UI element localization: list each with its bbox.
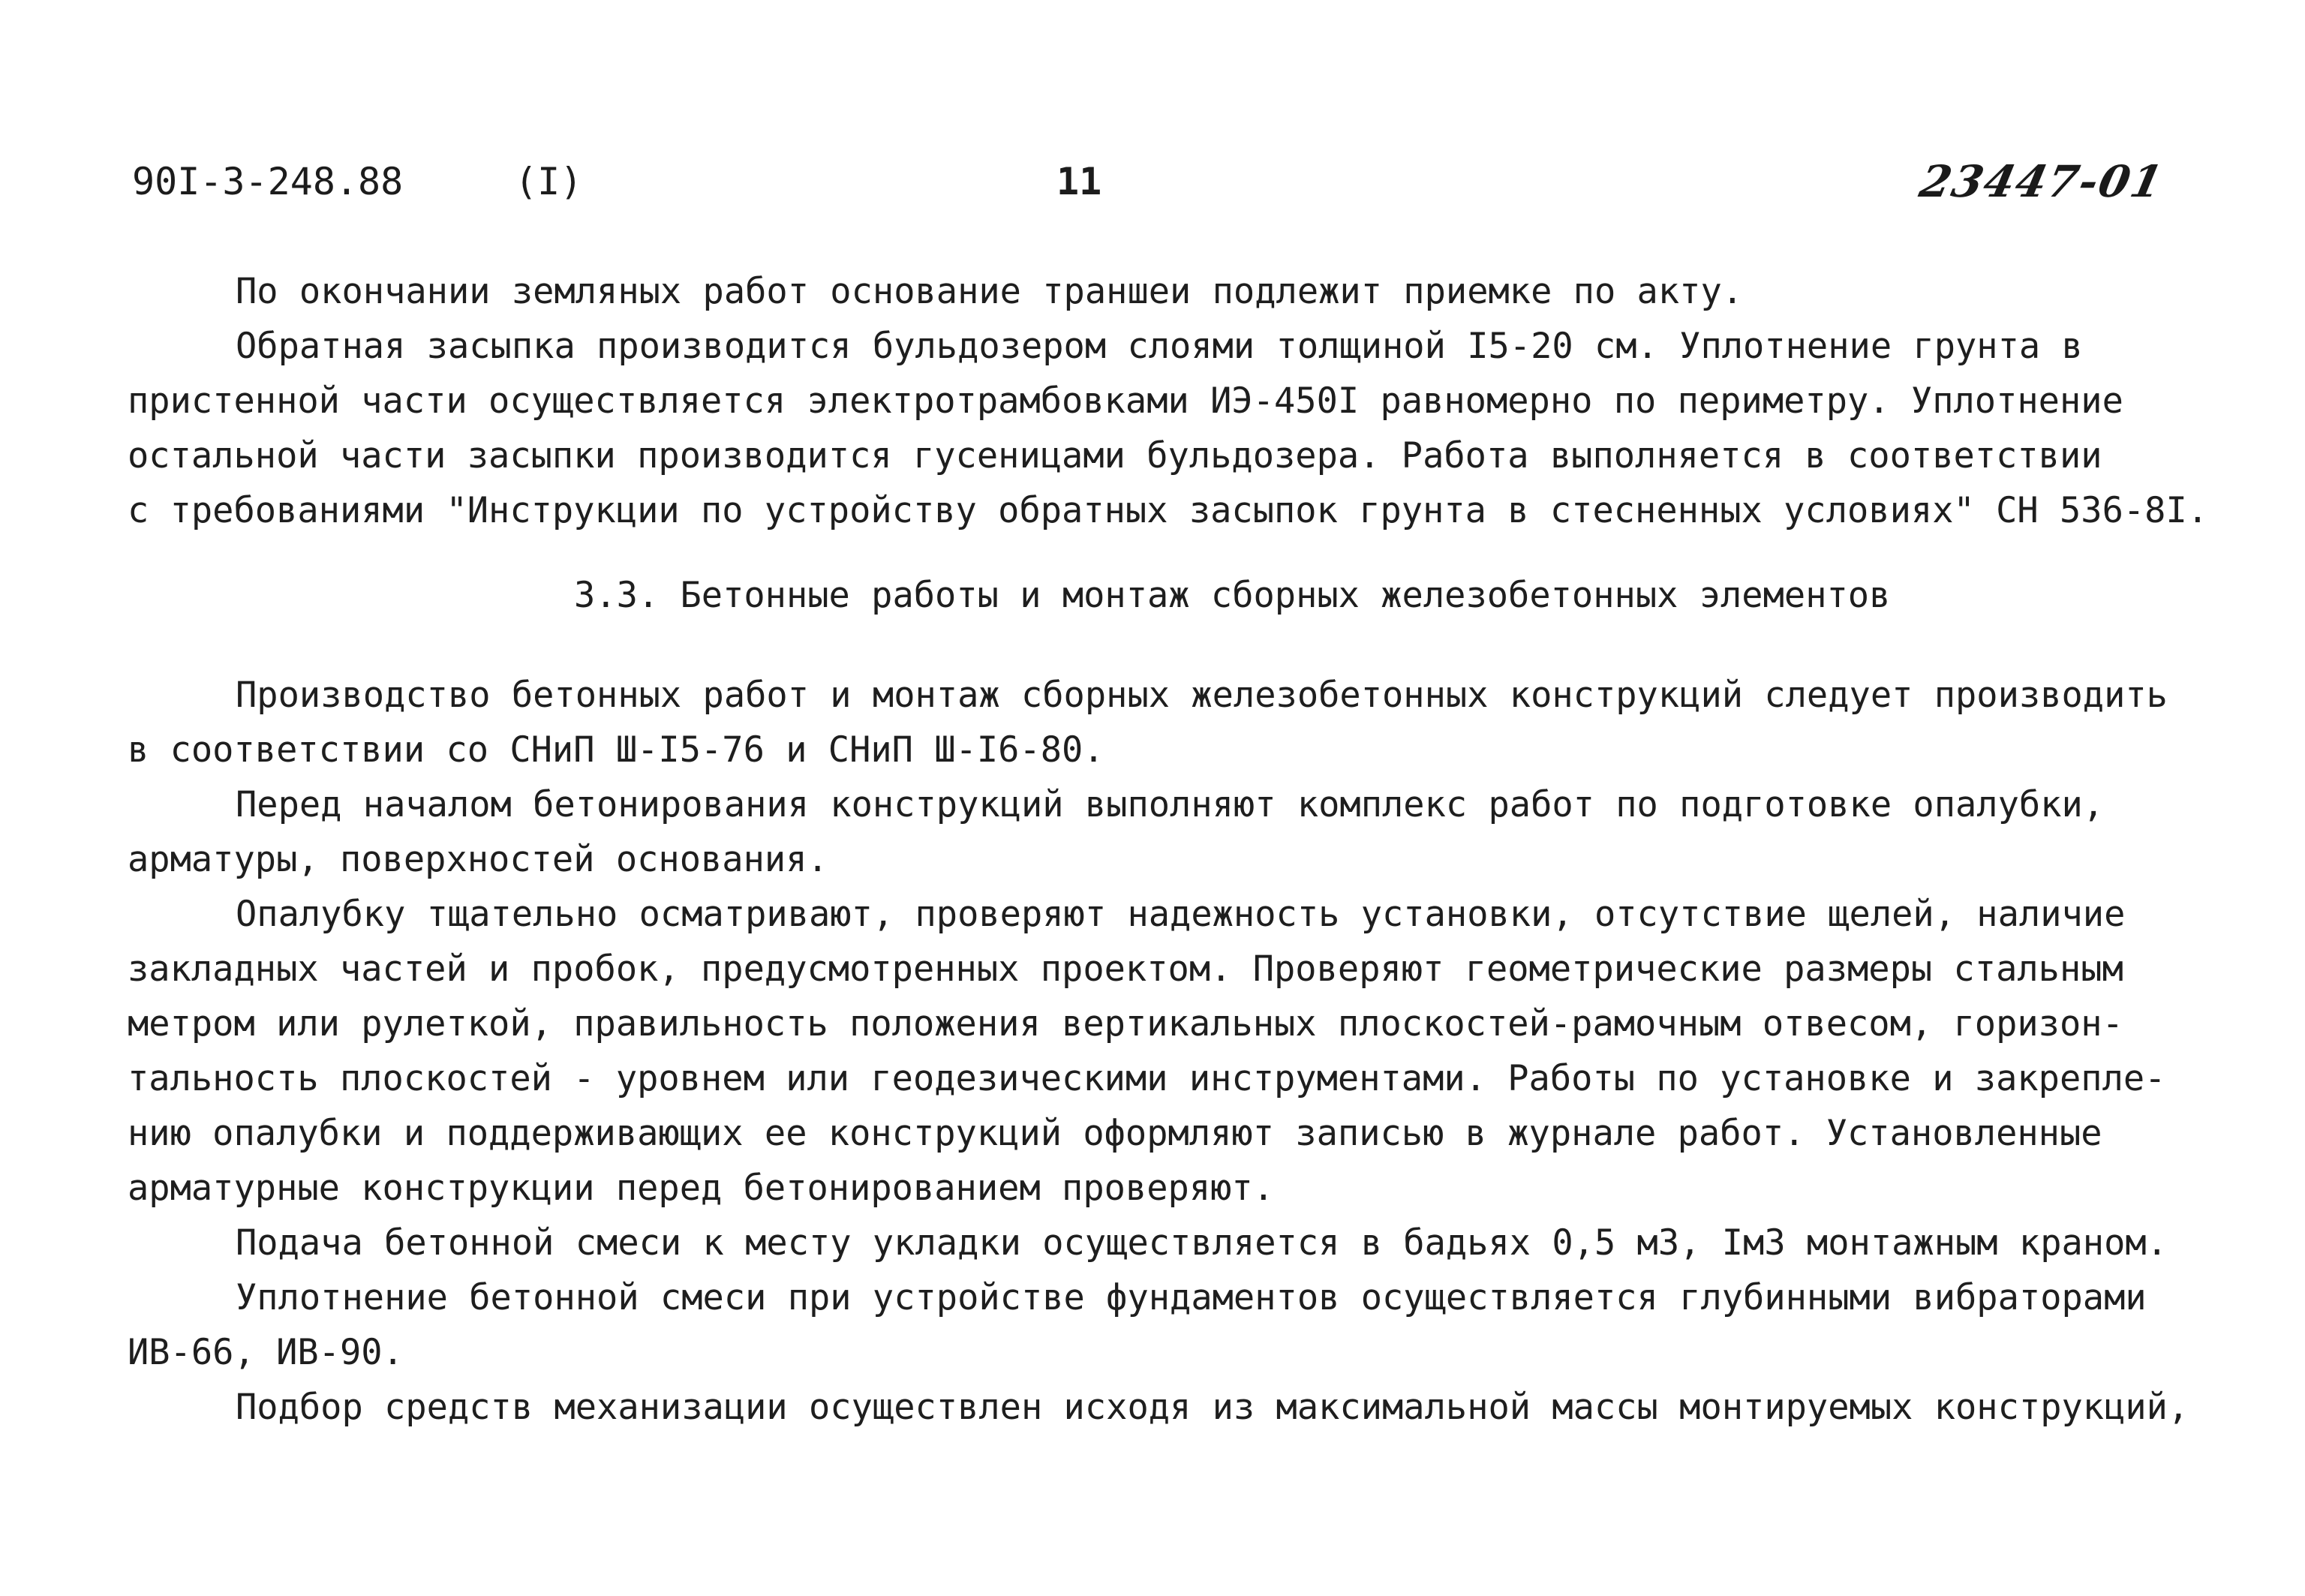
handwritten-registration-number: 23447-01 [1915, 156, 2168, 207]
text-line: Уплотнение бетонной смеси при устройстве фундаментов осуществляется глубинными вибраторами [236, 1277, 2147, 1318]
text-line: Опалубку тщательно осматривают, проверяют надежность установки, отсутствие щелей, наличие [236, 894, 2126, 935]
text-line: Обратная засыпка производится бульдозером слоями толщиной I5-20 см. Уплотнение грунта в [236, 326, 2083, 367]
text-line: с требованиями "Инструкции по устройству обратных засыпок грунта в стесненных условиях" СН 536-8I. [128, 490, 2209, 531]
text-line: арматурные конструкции перед бетонированием проверяют. [128, 1168, 1275, 1209]
document-code: 90I-3-248.88 [132, 160, 404, 203]
text-line: закладных частей и пробок, предусмотренных проектом. Проверяют геометрические размеры стальным [128, 948, 2123, 990]
sheet-label: (I) [515, 160, 583, 203]
text-line: По окончании земляных работ основание траншеи подлежит приемке по акту. [236, 271, 1744, 312]
text-line: Перед началом бетонирования конструкций выполняют комплекс работ по подготовке опалубки, [236, 784, 2105, 825]
text-line: нию опалубки и поддерживающих ее конструкций оформляют записью в журнале работ. Установленные [128, 1113, 2102, 1154]
text-line: ИВ-66, ИВ-90. [128, 1332, 404, 1373]
text-line: Подбор средств механизации осуществлен исходя из максимальной массы монтируемых конструкций, [236, 1387, 2189, 1428]
text-line: тальность плоскостей - уровнем или геодезическими инструментами. Работы по установке и закрепле- [128, 1058, 2166, 1099]
text-line: Подача бетонной смеси к месту укладки осуществляется в бадьях 0,5 м3, Iм3 монтажным краном. [236, 1222, 2168, 1264]
text-line: арматуры, поверхностей основания. [128, 839, 828, 880]
text-line: Производство бетонных работ и монтаж сборных железобетонных конструкций следует производить [236, 675, 2168, 716]
text-line: в соответствии со СНиП Ш-I5-76 и СНиП Ш-I6-80. [128, 729, 1104, 771]
text-line: остальной части засыпки производится гусеницами бульдозера. Работа выполняется в соответствии [128, 435, 2102, 476]
text-line: метром или рулеткой, правильность положения вертикальных плоскостей-рамочным отвесом, горизон- [128, 1003, 2123, 1044]
text-line: пристенной части осуществляется электротрамбовками ИЭ-450I равномерно по периметру. Уплотнение [128, 380, 2123, 422]
document-body [128, 264, 2221, 1435]
page-number: 11 [1056, 160, 1102, 203]
section-heading: 3.3. Бетонные работы и монтаж сборных железобетонных элементов [574, 575, 1891, 616]
